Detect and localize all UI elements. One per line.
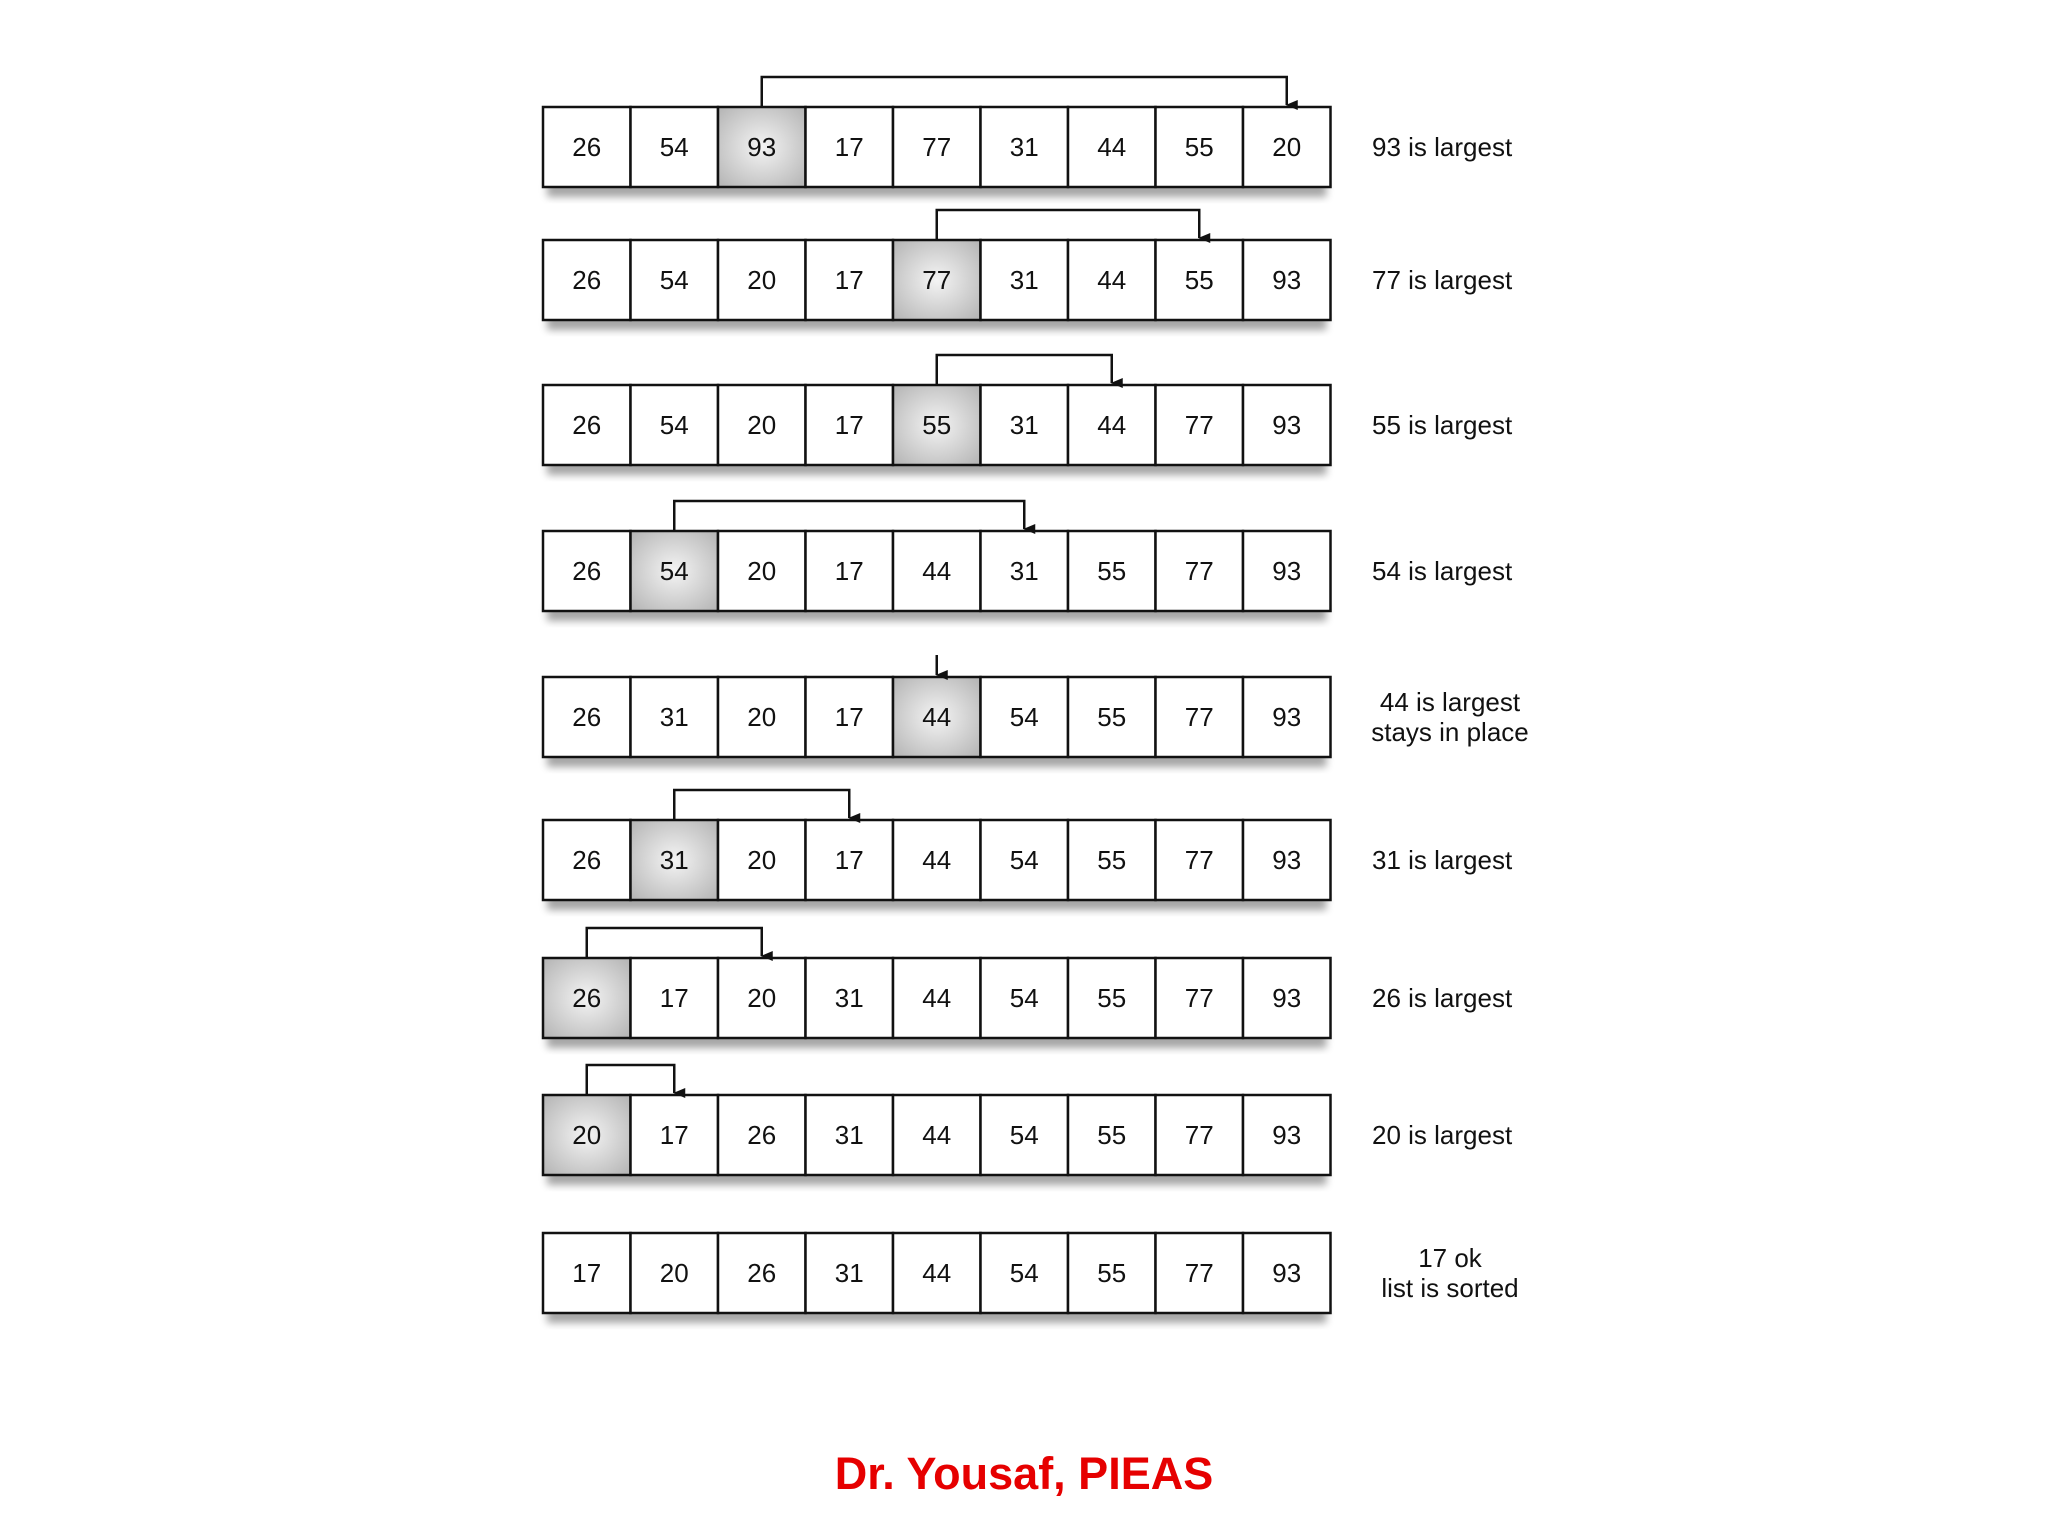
cell-value: 93 xyxy=(1272,1120,1302,1150)
sort-row xyxy=(543,1233,1519,1323)
cell-value: 26 xyxy=(572,410,602,440)
cell-value: 54 xyxy=(1009,845,1039,875)
sort-row xyxy=(543,790,1513,910)
cell-value: 20 xyxy=(1272,132,1302,162)
sort-row xyxy=(543,501,1513,621)
cell-value: 55 xyxy=(1097,983,1127,1013)
row-caption: 20 is largest xyxy=(1372,1120,1513,1150)
cell-value: 77 xyxy=(1184,410,1214,440)
cell-value: 31 xyxy=(659,702,689,732)
cell-value: 20 xyxy=(659,1258,689,1288)
cell-value: 77 xyxy=(1184,556,1214,586)
cell-value: 17 xyxy=(659,1120,689,1150)
cell-value: 44 xyxy=(922,1120,952,1150)
row-caption: 44 is largest xyxy=(1379,687,1521,717)
cell-value: 26 xyxy=(572,983,602,1013)
row-caption: 17 ok xyxy=(1418,1243,1482,1273)
cell-value: 20 xyxy=(747,702,777,732)
row-caption: list is sorted xyxy=(1381,1273,1519,1303)
cell-value: 54 xyxy=(1009,983,1039,1013)
cell-value: 44 xyxy=(1097,265,1127,295)
cell-value: 77 xyxy=(1184,845,1214,875)
sort-row xyxy=(543,928,1513,1048)
cell-value: 93 xyxy=(1272,845,1302,875)
swap-arrow xyxy=(587,1065,675,1095)
sort-row xyxy=(543,210,1513,330)
row-caption: 54 is largest xyxy=(1372,556,1513,586)
cell-value: 17 xyxy=(834,556,864,586)
cell-value: 55 xyxy=(1097,556,1127,586)
row-caption: 26 is largest xyxy=(1372,983,1513,1013)
cell-value: 77 xyxy=(922,132,952,162)
cell-value: 93 xyxy=(747,132,777,162)
cell-value: 31 xyxy=(834,983,864,1013)
cell-value: 26 xyxy=(572,556,602,586)
cell-value: 54 xyxy=(659,410,689,440)
row-caption: 77 is largest xyxy=(1372,265,1513,295)
swap-arrow xyxy=(674,501,1024,531)
cell-value: 20 xyxy=(747,265,777,295)
cell-value: 54 xyxy=(1009,702,1039,732)
cell-value: 20 xyxy=(572,1120,602,1150)
cell-value: 20 xyxy=(747,556,777,586)
row-caption: stays in place xyxy=(1371,717,1529,747)
cell-value: 77 xyxy=(922,265,952,295)
cell-value: 17 xyxy=(834,265,864,295)
cell-value: 31 xyxy=(1009,556,1039,586)
cell-value: 55 xyxy=(1097,702,1127,732)
cell-value: 93 xyxy=(1272,265,1302,295)
cell-value: 54 xyxy=(659,556,689,586)
cell-value: 44 xyxy=(922,556,952,586)
cell-value: 44 xyxy=(922,845,952,875)
cell-value: 20 xyxy=(747,845,777,875)
cell-value: 93 xyxy=(1272,983,1302,1013)
cell-value: 55 xyxy=(922,410,952,440)
footer-credit: Dr. Yousaf, PIEAS xyxy=(834,1448,1214,1499)
cell-value: 54 xyxy=(1009,1258,1039,1288)
cell-value: 54 xyxy=(659,265,689,295)
cell-value: 20 xyxy=(747,983,777,1013)
cell-value: 20 xyxy=(747,410,777,440)
cell-value: 17 xyxy=(572,1258,602,1288)
cell-value: 26 xyxy=(572,132,602,162)
cell-value: 54 xyxy=(1009,1120,1039,1150)
cell-value: 31 xyxy=(659,845,689,875)
cell-value: 77 xyxy=(1184,1258,1214,1288)
cell-value: 55 xyxy=(1184,265,1214,295)
cell-value: 93 xyxy=(1272,556,1302,586)
cell-value: 93 xyxy=(1272,702,1302,732)
row-caption: 31 is largest xyxy=(1372,845,1513,875)
cell-value: 26 xyxy=(572,845,602,875)
sort-row xyxy=(543,1065,1513,1185)
swap-arrow xyxy=(937,355,1112,385)
cell-value: 17 xyxy=(834,410,864,440)
cell-value: 77 xyxy=(1184,1120,1214,1150)
cell-value: 93 xyxy=(1272,1258,1302,1288)
row-caption: 93 is largest xyxy=(1372,132,1513,162)
cell-value: 93 xyxy=(1272,410,1302,440)
swap-arrow xyxy=(674,790,849,820)
cell-value: 17 xyxy=(659,983,689,1013)
cell-value: 31 xyxy=(834,1258,864,1288)
cell-value: 55 xyxy=(1097,1258,1127,1288)
cell-value: 77 xyxy=(1184,983,1214,1013)
cell-value: 44 xyxy=(1097,132,1127,162)
cell-value: 55 xyxy=(1097,1120,1127,1150)
sort-row xyxy=(543,77,1513,197)
cell-value: 26 xyxy=(747,1120,777,1150)
sort-row xyxy=(543,655,1529,767)
cell-value: 26 xyxy=(747,1258,777,1288)
cell-value: 17 xyxy=(834,702,864,732)
cell-value: 31 xyxy=(1009,265,1039,295)
cell-value: 17 xyxy=(834,845,864,875)
swap-arrow xyxy=(587,928,762,958)
cell-value: 77 xyxy=(1184,702,1214,732)
cell-value: 44 xyxy=(922,1258,952,1288)
cell-value: 31 xyxy=(1009,410,1039,440)
cell-value: 44 xyxy=(922,702,952,732)
swap-arrow xyxy=(937,210,1200,240)
swap-arrow xyxy=(762,77,1287,107)
cell-value: 17 xyxy=(834,132,864,162)
cell-value: 31 xyxy=(834,1120,864,1150)
cell-value: 31 xyxy=(1009,132,1039,162)
cell-value: 55 xyxy=(1184,132,1214,162)
row-caption: 55 is largest xyxy=(1372,410,1513,440)
cell-value: 26 xyxy=(572,265,602,295)
cell-value: 55 xyxy=(1097,845,1127,875)
cell-value: 44 xyxy=(922,983,952,1013)
cell-value: 54 xyxy=(659,132,689,162)
cell-value: 26 xyxy=(572,702,602,732)
cell-value: 44 xyxy=(1097,410,1127,440)
sort-row xyxy=(543,355,1513,475)
